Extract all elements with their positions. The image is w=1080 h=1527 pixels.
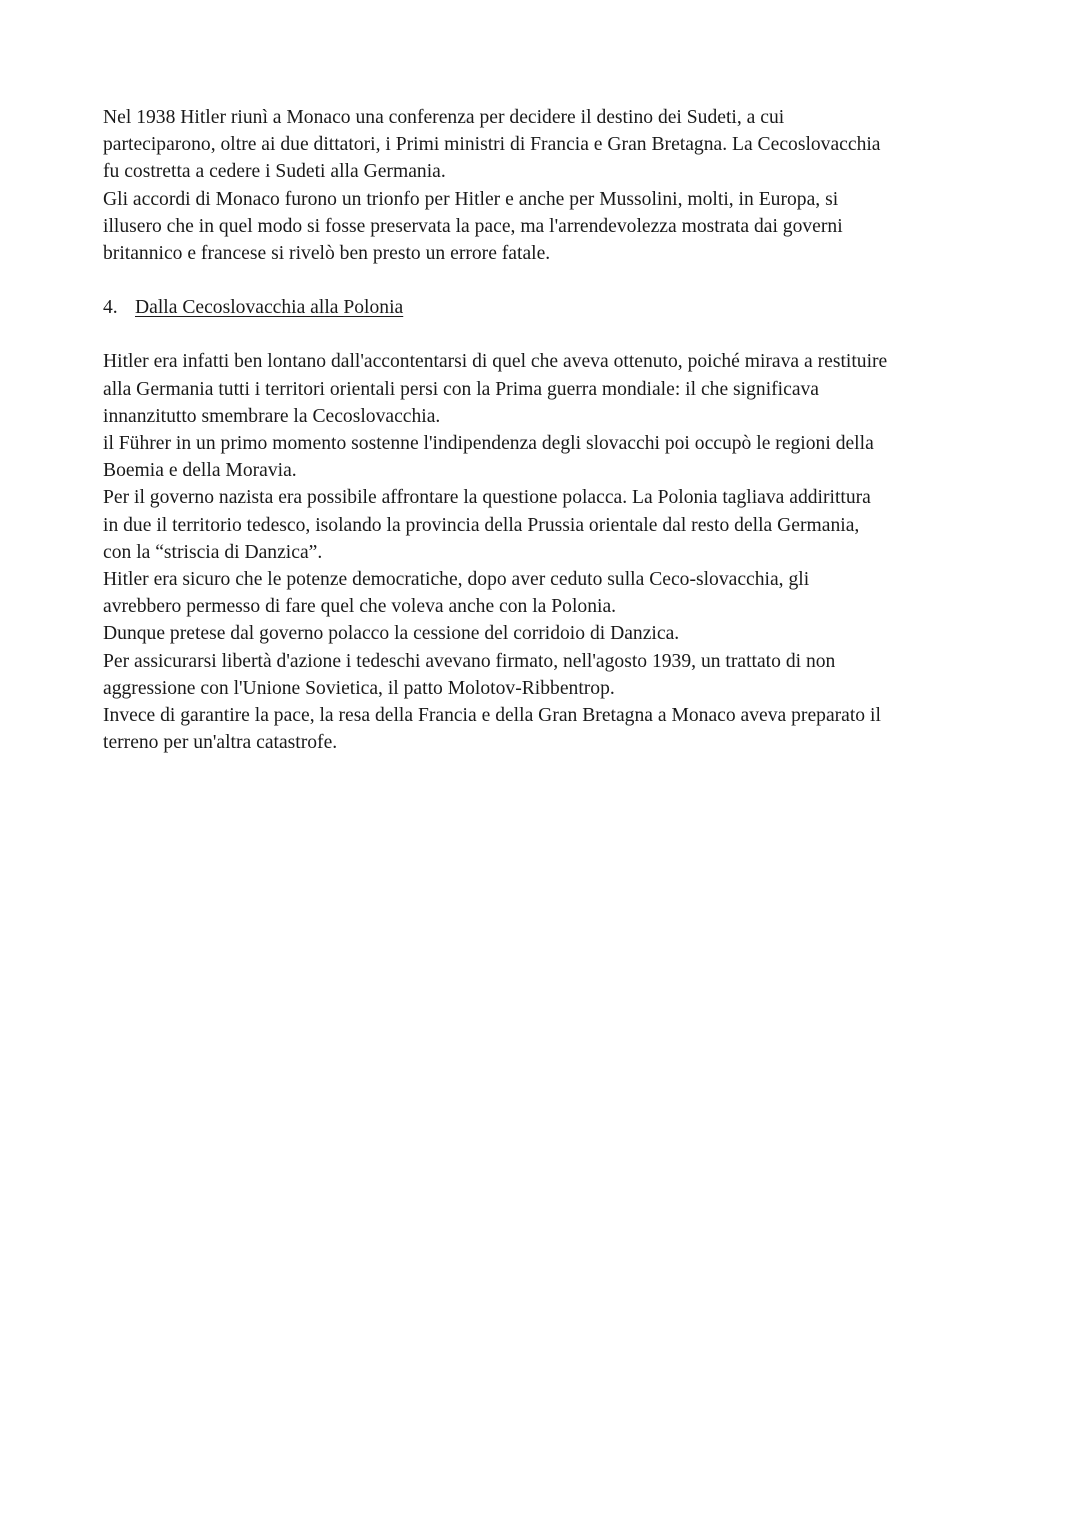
text-line: aggressione con l'Unione Sovietica, il patto Molotov-Ribbentrop. <box>103 677 615 699</box>
text-line: Gli accordi di Monaco furono un trionfo per Hitler e anche per Mussolini, molti, in Europa, si <box>103 188 839 210</box>
text-line: terreno per un'altra catastrofe. <box>103 732 338 754</box>
text-line: fu costretta a cedere i Sudeti alla Germania. <box>103 161 446 183</box>
text-line: in due il territorio tedesco, isolando la provincia della Prussia orientale dal resto della Germania, <box>103 514 860 536</box>
text-line: alla Germania tutti i territori orientali persi con la Prima guerra mondiale: il che significava <box>103 378 820 400</box>
paragraph-munich-agreement <box>103 104 983 267</box>
text-line: Per assicurarsi libertà d'azione i tedeschi avevano firmato, nell'agosto 1939, un trattato di non <box>103 650 836 672</box>
text-line: con la “striscia di Danzica”. <box>103 541 323 563</box>
text-line: avrebbero permesso di fare quel che voleva anche con la Polonia. <box>103 596 617 618</box>
text-line: Per il governo nazista era possibile affrontare la questione polacca. La Polonia tagliava addirittura <box>103 487 871 509</box>
text-line: Boemia e della Moravia. <box>103 460 297 482</box>
section-heading <box>103 294 983 321</box>
document-page <box>103 104 983 756</box>
text-line: illusero che in quel modo si fosse preservata la pace, ma l'arrendevolezza mostrata dai governi <box>103 215 843 237</box>
text-line: il Führer in un primo momento sostenne l'indipendenza degli slovacchi poi occupò le regioni della <box>103 433 874 455</box>
text-line: Hitler era sicuro che le potenze democratiche, dopo aver ceduto sulla Ceco-slovacchia, gli <box>103 569 810 591</box>
text-line: innanzitutto smembrare la Cecoslovacchia. <box>103 405 441 427</box>
text-line: Dunque pretese dal governo polacco la cessione del corridoio di Danzica. <box>103 623 680 645</box>
text-line: Hitler era infatti ben lontano dall'accontentarsi di quel che aveva ottenuto, poiché mirava a restituire <box>103 351 888 373</box>
text-line: Nel 1938 Hitler riunì a Monaco una conferenza per decidere il destino dei Sudeti, a cui <box>103 107 785 128</box>
paragraph-czechoslovakia-to-poland <box>103 348 983 756</box>
text-line: parteciparono, oltre ai due dittatori, i Primi ministri di Francia e Gran Bretagna. La Cecoslovacchia <box>103 134 881 156</box>
text-line: Invece di garantire la pace, la resa della Francia e della Gran Bretagna a Monaco aveva preparato il <box>103 705 881 727</box>
text-line: britannico e francese si rivelò ben presto un errore fatale. <box>103 243 551 265</box>
section-title: Dalla Cecoslovacchia alla Polonia <box>135 297 404 319</box>
section-number: 4. <box>103 297 118 319</box>
